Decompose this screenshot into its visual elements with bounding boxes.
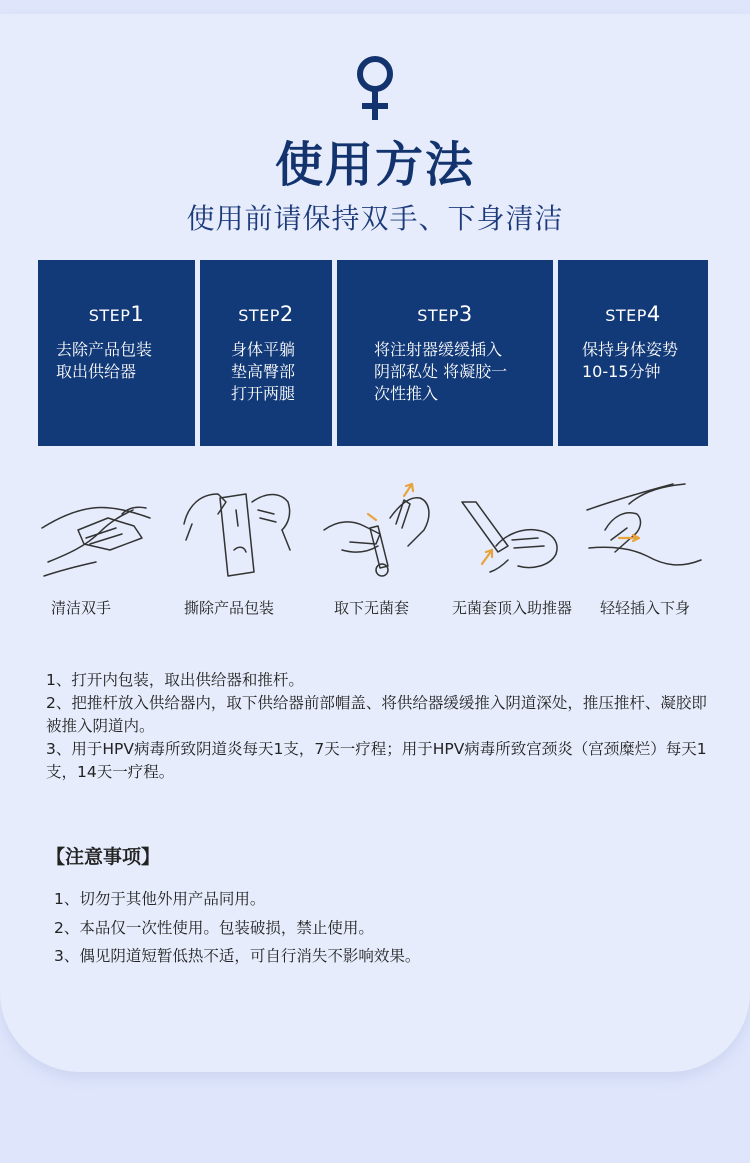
step-box-1 — [38, 260, 195, 446]
step-text-1: 去除产品包装 取出供给器 — [56, 340, 153, 381]
step-label-3: STEP3 — [417, 302, 473, 326]
step-text-2: 身体平躺 垫高臀部 打开两腿 — [231, 340, 296, 403]
step-label-4: STEP4 — [605, 302, 661, 326]
caption-3: 取下无菌套 — [334, 599, 410, 617]
page-title: 使用方法 — [274, 137, 475, 193]
page-subtitle: 使用前请保持双手、下身清洁 — [186, 202, 564, 235]
insert-plunger-icon — [452, 480, 572, 580]
step-box-2 — [200, 260, 332, 446]
tear-package-icon — [178, 480, 298, 580]
notice-item-2: 2、本品仅一次性使用。包装破损，禁止使用。 — [54, 919, 374, 937]
caption-1: 清洁双手 — [51, 599, 112, 617]
caption-5: 轻轻插入下身 — [600, 599, 691, 617]
step-box-4 — [558, 260, 708, 446]
gentle-insert-icon — [585, 480, 705, 580]
instruction-3: 3、用于HPV病毒所致阴道炎每天1支，7天一疗程；用于HPV病毒所致宫颈炎（宫颈糜烂）每天1支，14天一疗程。 — [46, 740, 707, 781]
instruction-1: 1、打开内包装，取出供给器和推杆。 — [46, 671, 304, 689]
step-label-2: STEP2 — [238, 302, 294, 326]
notice-item-1: 1、切勿于其他外用产品同用。 — [54, 890, 266, 908]
female-symbol-icon — [351, 54, 399, 124]
caption-4: 无菌套顶入助推器 — [452, 599, 573, 617]
notice-title: 【注意事项】 — [46, 846, 161, 868]
step-text-3: 将注射器缓缓插入 阴部私处 将凝胶一 次性推入 — [374, 340, 508, 403]
caption-2: 撕除产品包装 — [184, 599, 275, 617]
notice-item-3: 3、偶见阴道短暂低热不适，可自行消失不影响效果。 — [54, 947, 421, 965]
instruction-2: 2、把推杆放入供给器内，取下供给器前部帽盖、将供给器缓缓推入阴道深处，推压推杆、凝胶即被推入阴道内。 — [46, 694, 707, 735]
remove-cap-icon — [320, 480, 440, 580]
hand-washing-icon — [38, 480, 158, 580]
step-text-4: 保持身体姿势 10-15分钟 — [582, 340, 679, 381]
step-label-1: STEP1 — [88, 302, 145, 326]
step-box-3 — [337, 260, 553, 446]
